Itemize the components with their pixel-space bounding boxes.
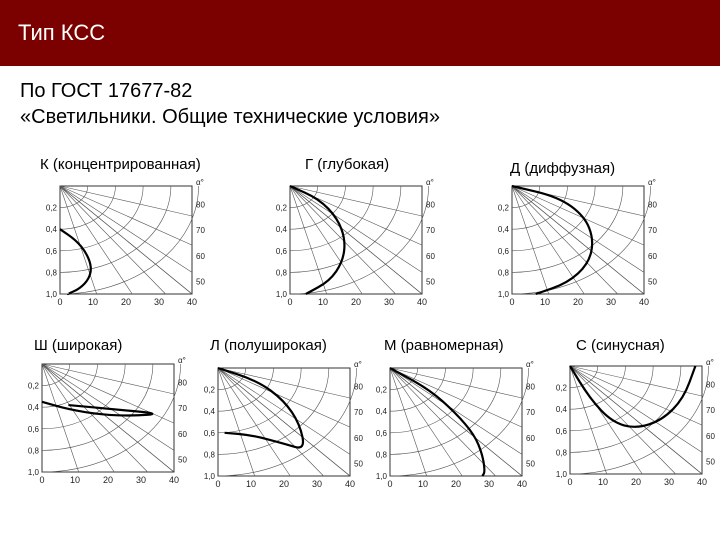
angle-tick-label-right: 60 bbox=[648, 251, 657, 261]
intensity-tick-label: 1,0 bbox=[375, 472, 387, 481]
ksc-diagram-d bbox=[490, 178, 660, 330]
intensity-tick-label: 0,4 bbox=[203, 407, 215, 417]
grid-arc bbox=[290, 186, 401, 272]
intensity-curve bbox=[218, 368, 303, 447]
grid-ray bbox=[290, 186, 422, 294]
intensity-tick-label: 1,0 bbox=[27, 468, 39, 477]
intensity-tick-label: 0,8 bbox=[555, 448, 567, 458]
intensity-tick-label: 1,0 bbox=[45, 290, 57, 299]
angle-tick-label-bottom: 0 bbox=[215, 479, 221, 489]
grid-arc bbox=[390, 368, 501, 454]
angle-tick-label-right: 50 bbox=[706, 457, 715, 467]
label-k-concentrated: К (концентрированная) bbox=[40, 156, 201, 173]
angle-tick-label-right: 70 bbox=[354, 408, 363, 418]
angle-tick-label-bottom: 10 bbox=[417, 479, 429, 489]
angle-tick-label-right: 60 bbox=[354, 433, 363, 443]
angle-tick-label-bottom: 20 bbox=[278, 479, 290, 489]
angle-tick-label-bottom: 10 bbox=[245, 479, 257, 489]
intensity-tick-label: 0,6 bbox=[375, 428, 387, 438]
angle-tick-label-bottom: 0 bbox=[567, 477, 573, 487]
intensity-tick-label: 0,4 bbox=[275, 225, 287, 235]
angle-tick-label-right: 80 bbox=[526, 382, 535, 392]
grid-arc bbox=[512, 186, 651, 294]
angle-tick-label-right: 70 bbox=[526, 408, 535, 418]
intensity-tick-label: 0,2 bbox=[497, 203, 509, 213]
angle-tick-label-bottom: 0 bbox=[57, 297, 63, 307]
intensity-tick-label: 0,6 bbox=[45, 246, 57, 256]
grid-arc bbox=[570, 366, 709, 474]
intensity-tick-label: 0,2 bbox=[275, 203, 287, 213]
angle-tick-label-right: 80 bbox=[196, 200, 205, 210]
angle-tick-label-bottom: 30 bbox=[483, 479, 495, 489]
angle-tick-label-right: 60 bbox=[178, 429, 187, 439]
angle-tick-label-bottom: 10 bbox=[597, 477, 609, 487]
intensity-tick-label: 0,6 bbox=[203, 428, 215, 438]
angle-tick-label-bottom: 40 bbox=[416, 297, 428, 307]
angle-tick-label-right: 70 bbox=[706, 406, 715, 416]
intensity-tick-label: 0,6 bbox=[497, 246, 509, 256]
grid-ray bbox=[390, 368, 522, 454]
grid-ray bbox=[42, 364, 148, 472]
intensity-tick-label: 0,8 bbox=[497, 268, 509, 278]
angle-axis-label: α° bbox=[648, 178, 656, 187]
angle-tick-label-right: 50 bbox=[526, 459, 535, 469]
grid-ray bbox=[218, 368, 324, 476]
angle-tick-label-bottom: 30 bbox=[153, 297, 165, 307]
label-m-uniform: М (равномерная) bbox=[384, 337, 504, 354]
intensity-tick-label: 1,0 bbox=[497, 290, 509, 299]
angle-tick-label-bottom: 30 bbox=[383, 297, 395, 307]
grid-ray bbox=[390, 368, 496, 476]
grid-ray bbox=[390, 368, 522, 476]
angle-tick-label-bottom: 10 bbox=[317, 297, 329, 307]
intensity-tick-label: 0,2 bbox=[27, 381, 39, 391]
intensity-tick-label: 0,2 bbox=[555, 383, 567, 393]
grid-arc bbox=[570, 366, 681, 452]
angle-tick-label-right: 50 bbox=[426, 277, 435, 287]
angle-tick-label-right: 70 bbox=[178, 404, 187, 414]
grid-arc bbox=[390, 368, 529, 476]
angle-tick-label-right: 80 bbox=[426, 200, 435, 210]
grid-arc bbox=[512, 186, 623, 272]
intensity-tick-label: 0,8 bbox=[27, 446, 39, 456]
angle-tick-label-bottom: 0 bbox=[387, 479, 393, 489]
intensity-tick-label: 0,6 bbox=[27, 424, 39, 434]
intensity-tick-label: 0,4 bbox=[45, 225, 57, 235]
grid-ray bbox=[218, 368, 350, 454]
grid-ray bbox=[42, 364, 174, 472]
angle-tick-label-bottom: 30 bbox=[135, 475, 147, 485]
angle-tick-label-bottom: 20 bbox=[102, 475, 114, 485]
angle-tick-label-right: 50 bbox=[354, 459, 363, 469]
standard-line-1: По ГОСТ 17677-82 bbox=[20, 80, 193, 102]
angle-tick-label-bottom: 40 bbox=[638, 297, 650, 307]
intensity-tick-label: 0,8 bbox=[375, 450, 387, 460]
angle-tick-label-bottom: 30 bbox=[663, 477, 675, 487]
angle-tick-label-bottom: 40 bbox=[168, 475, 180, 485]
angle-axis-label: α° bbox=[526, 360, 534, 369]
angle-tick-label-bottom: 20 bbox=[572, 297, 584, 307]
slide-title: Тип КСС bbox=[18, 20, 106, 45]
intensity-tick-label: 0,6 bbox=[555, 426, 567, 436]
angle-tick-label-bottom: 40 bbox=[516, 479, 528, 489]
standard-line-2: «Светильники. Общие технические условия» bbox=[20, 106, 440, 128]
ksc-diagram-l bbox=[196, 360, 366, 510]
intensity-curve bbox=[512, 186, 592, 294]
angle-axis-label: α° bbox=[426, 178, 434, 187]
intensity-curve bbox=[60, 229, 91, 294]
intensity-tick-label: 0,8 bbox=[45, 268, 57, 278]
label-g-deep: Г (глубокая) bbox=[305, 156, 390, 173]
grid-ray bbox=[290, 186, 422, 272]
grid-arc bbox=[60, 186, 171, 272]
intensity-tick-label: 1,0 bbox=[555, 470, 567, 479]
angle-tick-label-right: 70 bbox=[196, 226, 205, 236]
angle-tick-label-bottom: 0 bbox=[509, 297, 515, 307]
angle-tick-label-bottom: 10 bbox=[87, 297, 99, 307]
angle-tick-label-right: 70 bbox=[648, 226, 657, 236]
label-l-semiwide: Л (полуширокая) bbox=[210, 337, 327, 354]
angle-tick-label-bottom: 20 bbox=[350, 297, 362, 307]
header-bar bbox=[0, 0, 720, 66]
label-sh-wide: Ш (широкая) bbox=[34, 337, 123, 354]
angle-tick-label-bottom: 0 bbox=[39, 475, 45, 485]
angle-tick-label-right: 80 bbox=[354, 382, 363, 392]
angle-tick-label-right: 80 bbox=[648, 200, 657, 210]
angle-tick-label-bottom: 0 bbox=[287, 297, 293, 307]
grid-ray bbox=[60, 186, 192, 272]
grid-ray bbox=[512, 186, 644, 272]
grid-ray bbox=[218, 368, 350, 476]
intensity-tick-label: 1,0 bbox=[275, 290, 287, 299]
angle-tick-label-bottom: 20 bbox=[630, 477, 642, 487]
angle-tick-label-bottom: 10 bbox=[69, 475, 81, 485]
intensity-tick-label: 0,2 bbox=[45, 203, 57, 213]
ksc-diagram-g bbox=[268, 178, 438, 330]
grid-arc bbox=[218, 368, 357, 476]
intensity-tick-label: 1,0 bbox=[203, 472, 215, 481]
angle-tick-label-bottom: 20 bbox=[450, 479, 462, 489]
label-d-diffuse: Д (диффузная) bbox=[510, 160, 616, 177]
ksc-diagram-m bbox=[368, 360, 538, 510]
intensity-tick-label: 0,4 bbox=[27, 403, 39, 413]
intensity-tick-label: 0,8 bbox=[275, 268, 287, 278]
angle-axis-label: α° bbox=[706, 358, 714, 367]
angle-tick-label-right: 70 bbox=[426, 226, 435, 236]
angle-tick-label-bottom: 40 bbox=[186, 297, 198, 307]
intensity-tick-label: 0,8 bbox=[203, 450, 215, 460]
angle-tick-label-bottom: 10 bbox=[539, 297, 551, 307]
angle-tick-label-bottom: 30 bbox=[311, 479, 323, 489]
intensity-tick-label: 0,4 bbox=[497, 225, 509, 235]
angle-tick-label-right: 60 bbox=[196, 251, 205, 261]
angle-tick-label-bottom: 40 bbox=[696, 477, 708, 487]
angle-tick-label-bottom: 40 bbox=[344, 479, 356, 489]
angle-axis-label: α° bbox=[354, 360, 362, 369]
angle-tick-label-bottom: 30 bbox=[605, 297, 617, 307]
ksc-diagram-sh bbox=[20, 356, 190, 508]
intensity-tick-label: 0,6 bbox=[275, 246, 287, 256]
grid-arc bbox=[60, 186, 199, 294]
intensity-tick-label: 0,2 bbox=[203, 385, 215, 395]
ksc-diagram-k bbox=[38, 178, 208, 330]
ksc-diagram-s bbox=[548, 358, 718, 508]
angle-tick-label-right: 60 bbox=[426, 251, 435, 261]
angle-tick-label-right: 80 bbox=[178, 378, 187, 388]
angle-tick-label-right: 60 bbox=[526, 433, 535, 443]
angle-axis-label: α° bbox=[196, 178, 204, 187]
grid-ray bbox=[290, 186, 396, 294]
grid-ray bbox=[60, 186, 192, 294]
angle-tick-label-right: 80 bbox=[706, 380, 715, 390]
intensity-tick-label: 0,4 bbox=[555, 405, 567, 415]
intensity-tick-label: 0,2 bbox=[375, 385, 387, 395]
angle-tick-label-right: 50 bbox=[648, 277, 657, 287]
grid-arc bbox=[290, 186, 429, 294]
angle-axis-label: α° bbox=[178, 356, 186, 365]
grid-arc bbox=[42, 364, 181, 472]
intensity-tick-label: 0,4 bbox=[375, 407, 387, 417]
grid-ray bbox=[570, 366, 702, 452]
grid-ray bbox=[512, 186, 644, 294]
angle-tick-label-bottom: 20 bbox=[120, 297, 132, 307]
grid-ray bbox=[570, 366, 702, 474]
angle-tick-label-right: 50 bbox=[196, 277, 205, 287]
angle-tick-label-right: 50 bbox=[178, 455, 187, 465]
label-s-sine: С (синусная) bbox=[576, 337, 665, 354]
angle-tick-label-right: 60 bbox=[706, 431, 715, 441]
